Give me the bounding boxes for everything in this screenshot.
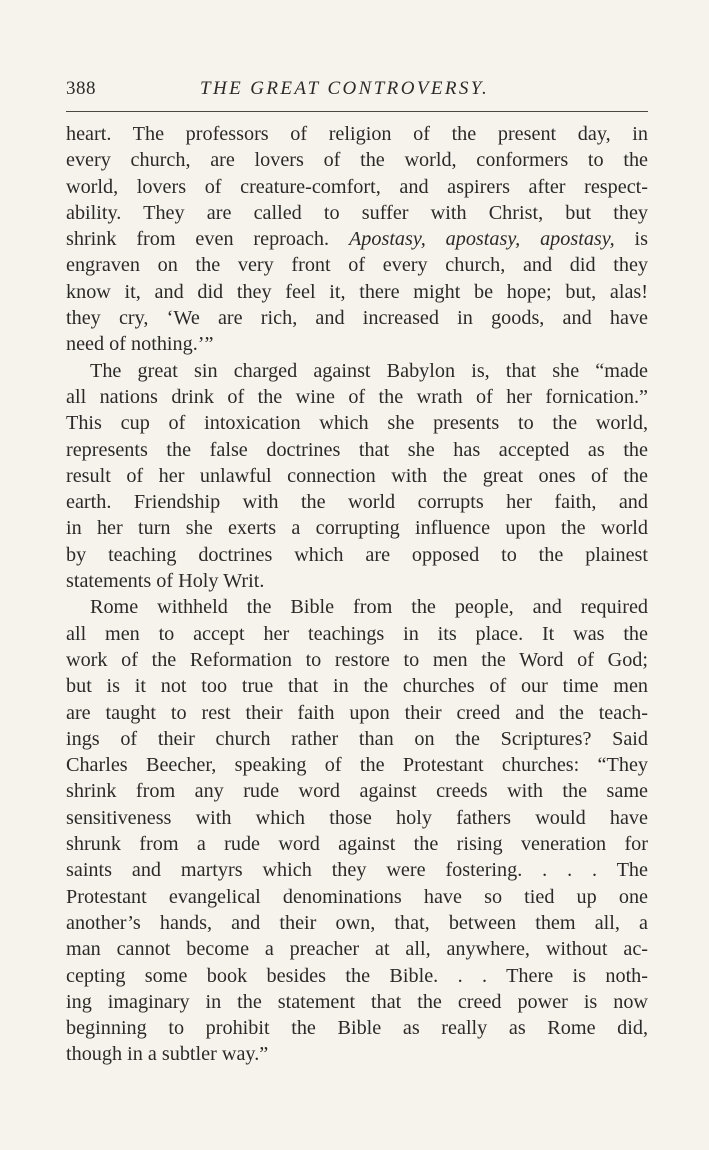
body-text [66,121,648,1068]
text-line: result of her unlawful connection with the great ones of the [66,464,648,487]
header-rule [66,111,648,112]
page-number: 388 [66,78,96,99]
running-title: THE GREAT CONTROVERSY. [200,78,490,99]
text-line: though in a subtler way.” [66,1043,269,1066]
text-line: Rome withheld the Bible from the people, and required [90,596,648,619]
text-line: ability. They are called to suffer with Christ, but they [66,201,648,224]
text-line: ings of their church rather than on the Scriptures? Said [66,727,648,750]
text-line: in her turn she exerts a corrupting influence upon the world [66,517,648,540]
text-run: shrink from even reproach. [66,228,330,251]
text-line: cepting some book besides the Bible. . . There is noth- [66,964,648,987]
text-line-mixed [66,226,648,252]
text-line: engraven on the very front of every church, and did they [66,254,648,277]
text-line: shrunk from a rude word against the rising veneration for [66,833,648,856]
text-line: all nations drink of the wine of the wrath of her fornication.” [66,385,648,408]
text-line: work of the Reformation to restore to men the Word of God; [66,648,648,671]
italic-phrase: Apostasy, apostasy, apostasy, [348,228,615,251]
text-line: but is it not too true that in the churches of our time men [66,675,648,698]
text-line: heart. The professors of religion of the present day, in [66,123,648,145]
text-line: ing imaginary in the statement that the creed power is now [66,990,648,1013]
text-line: world, lovers of creature-comfort, and aspirers after respect- [66,175,648,198]
text-line: beginning to prohibit the Bible as really as Rome did, [66,1017,648,1040]
text-line: know it, and did they feel it, there might be hope; but, alas! [66,280,648,303]
book-page [66,0,648,1150]
text-line: another’s hands, and their own, that, between them all, a [66,911,648,934]
text-line: saints and martyrs which they were fostering. . . . The [66,859,648,882]
text-line: every church, are lovers of the world, conformers to the [66,149,648,172]
text-line: by teaching doctrines which are opposed to the plainest [66,543,648,566]
text-line: represents the false doctrines that she has accepted as the [66,438,648,461]
text-line: Protestant evangelical denominations have so tied up one [66,885,648,908]
paragraph-2 [66,358,648,595]
paragraph-3 [66,594,648,1067]
text-line: all men to accept her teachings in its place. It was the [66,622,648,645]
text-line: earth. Friendship with the world corrupts her faith, and [66,491,648,514]
text-line: man cannot become a preacher at all, anywhere, without ac- [66,938,648,961]
text-line: The great sin charged against Babylon is, that she “made [90,359,648,382]
text-run: is [634,228,649,251]
text-line: Charles Beecher, speaking of the Protestant churches: “They [66,754,648,777]
text-line: sensitiveness with which those holy fathers would have [66,806,648,829]
running-head [66,78,648,102]
paragraph-1 [66,121,648,358]
text-line: shrink from any rude word against creeds with the same [66,780,648,803]
text-line: This cup of intoxication which she presents to the world, [66,412,648,435]
text-line: need of nothing.’” [66,333,214,356]
text-line: are taught to rest their faith upon their creed and the teach- [66,701,648,724]
text-line: statements of Holy Writ. [66,570,265,593]
text-line: they cry, ‘We are rich, and increased in goods, and have [66,307,648,330]
